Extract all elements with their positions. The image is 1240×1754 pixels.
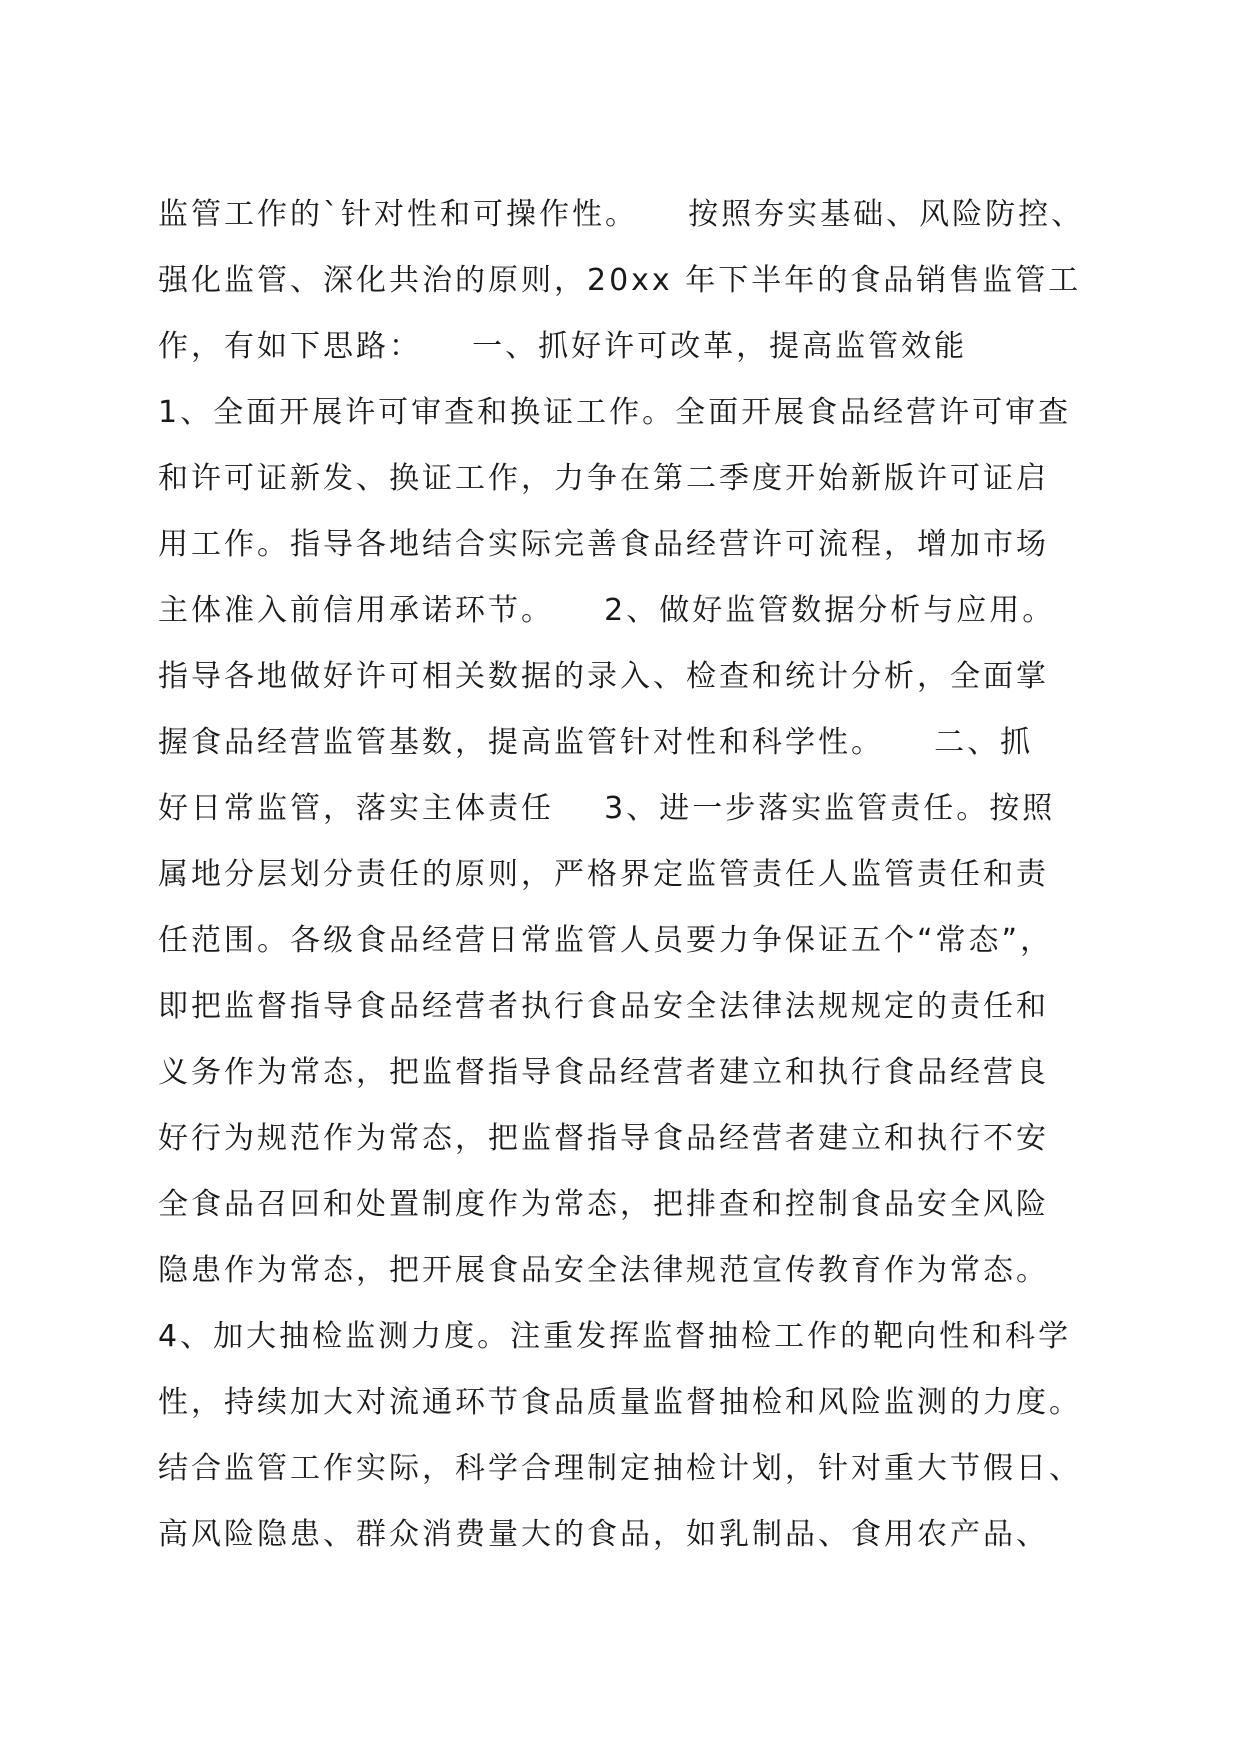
text-line: 用工作。指导各地结合实际完善食品经营许可流程，增加市场 xyxy=(158,527,1049,562)
text-line: 隐患作为常态，把开展食品安全法律规范宣传教育作为常态。 xyxy=(158,1253,1049,1288)
text-line: 作，有如下思路： 一、抓好许可改革，提高监管效能 xyxy=(158,329,968,364)
text-line: 强化监管、深化共治的原则，20xx 年下半年的食品销售监管工 xyxy=(158,263,1082,298)
text-line: 主体准入前信用承诺环节。 2、做好监管数据分析与应用。 xyxy=(158,593,1056,628)
text-line: 结合监管工作实际，科学合理制定抽检计划，针对重大节假日、 xyxy=(158,1451,1082,1486)
text-line: 义务作为常态，把监督指导食品经营者建立和执行食品经营良 xyxy=(158,1055,1049,1090)
text-line: 监管工作的`针对性和可操作性。 按照夯实基础、风险防控、 xyxy=(158,197,1085,232)
text-line: 和许可证新发、换证工作，力争在第二季度开始新版许可证启 xyxy=(158,461,1049,496)
text-line: 即把监督指导食品经营者执行食品安全法律法规规定的责任和 xyxy=(158,989,1049,1024)
text-line: 指导各地做好许可相关数据的录入、检查和统计分析，全面掌 xyxy=(158,659,1049,694)
text-line: 性，持续加大对流通环节食品质量监督抽检和风险监测的力度。 xyxy=(158,1385,1082,1420)
text-line: 好行为规范作为常态，把监督指导食品经营者建立和执行不安 xyxy=(158,1121,1049,1156)
text-line: 全食品召回和处置制度作为常态，把排查和控制食品安全风险 xyxy=(158,1187,1049,1222)
text-line: 1、全面开展许可审查和换证工作。全面开展食品经营许可审查 xyxy=(158,395,1072,430)
body-text xyxy=(158,182,1098,1568)
text-line: 高风险隐患、群众消费量大的食品，如乳制品、食用农产品、 xyxy=(158,1517,1049,1552)
text-line: 好日常监管，落实主体责任 3、进一步落实监管责任。按照 xyxy=(158,791,1056,826)
text-line: 属地分层划分责任的原则，严格界定监管责任人监管责任和责 xyxy=(158,857,1049,892)
text-line: 任范围。各级食品经营日常监管人员要力争保证五个“常态”， xyxy=(158,923,1054,958)
text-line: 4、加大抽检监测力度。注重发挥监督抽检工作的靶向性和科学 xyxy=(158,1319,1072,1354)
text-line: 握食品经营监管基数，提高监管针对性和科学性。 二、抓 xyxy=(158,725,1034,760)
